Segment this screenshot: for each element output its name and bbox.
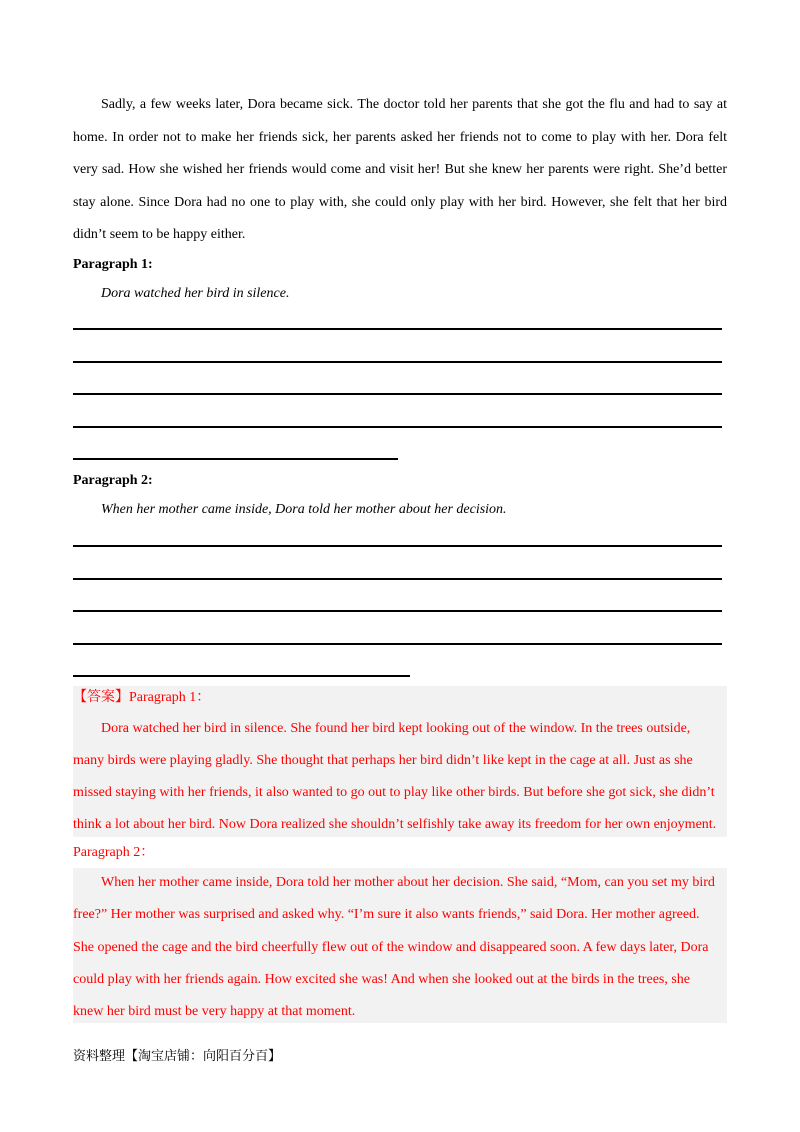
story-line: Sadly, a few weeks later, Dora became sick. The doctor told her parents that she got the flu and had to say at [101,97,727,112]
writing-blank-line [73,578,722,580]
answer-line: free?” Her mother was surprised and asked why. “I’m sure it also wants friends,” said Dora. Her mother agreed. [73,907,700,923]
answer-line: When her mother came inside, Dora told her mother about her decision. She said, “Mom, can you set my bird [101,875,715,890]
writing-blank-line [73,545,722,547]
answer-line: many birds were playing gladly. She thought that perhaps her bird didn’t like kept in the cage at all. Just as she [73,753,693,768]
story-line: didn’t seem to be happy either. [73,227,246,242]
story-passage [73,89,727,252]
story-line: very sad. How she wished her friends would come and visit her! But she knew her parents were right. She’d better [73,162,727,177]
answer-line: missed staying with her friends, it also wanted to go out to play like other birds. But before she got sick, she didn’t [73,785,715,800]
writing-blank-line [73,610,722,612]
answer-paragraph-1-heading: Paragraph 1： [129,690,211,705]
answer-paragraph-2 [73,867,727,1028]
answer-line: think a lot about her bird. Now Dora realized she shouldn’t selfishly take away its freedom for her own enjoyment. [73,817,717,832]
paragraph-2-opening-sentence: When her mother came inside, Dora told her mother about her decision. [101,502,507,517]
answer-header [73,683,727,713]
writing-blank-line [73,643,722,645]
paragraph-1-heading: Paragraph 1: [73,257,153,272]
story-line: stay alone. Since Dora had no one to play with, she could only play with her bird. However, she felt that her bird [73,194,727,210]
paragraph-2-heading: Paragraph 2: [73,473,153,488]
writing-blank-line [73,393,722,395]
answer-paragraph-1 [73,683,727,841]
answer-line: Dora watched her bird in silence. She found her bird kept looking out of the window. In the trees outside, [101,721,691,736]
answer-line: could play with her friends again. How excited she was! And when she looked out at the birds in the trees, she [73,971,691,987]
writing-blank-line [73,458,398,460]
writing-blank-line [73,361,722,363]
writing-blank-line [73,328,722,330]
writing-blank-line [73,675,410,677]
answer-paragraph-2-heading: Paragraph 2： [73,845,155,860]
paragraph-1-opening-sentence: Dora watched her bird in silence. [101,286,290,301]
answer-line: knew her bird must be very happy at that moment. [73,1004,356,1019]
story-line: home. In order not to make her friends sick, her parents asked her friends not to come to play with her. Dora felt [73,129,727,145]
answer-label: 【答案】 [73,690,129,705]
writing-blank-line [73,426,722,428]
answer-line: She opened the cage and the bird cheerfully flew out of the window and disappeared soon. A few days later, Dora [73,939,709,955]
footer-source-note: 资料整理【淘宝店铺：向阳百分百】 [73,1049,282,1064]
